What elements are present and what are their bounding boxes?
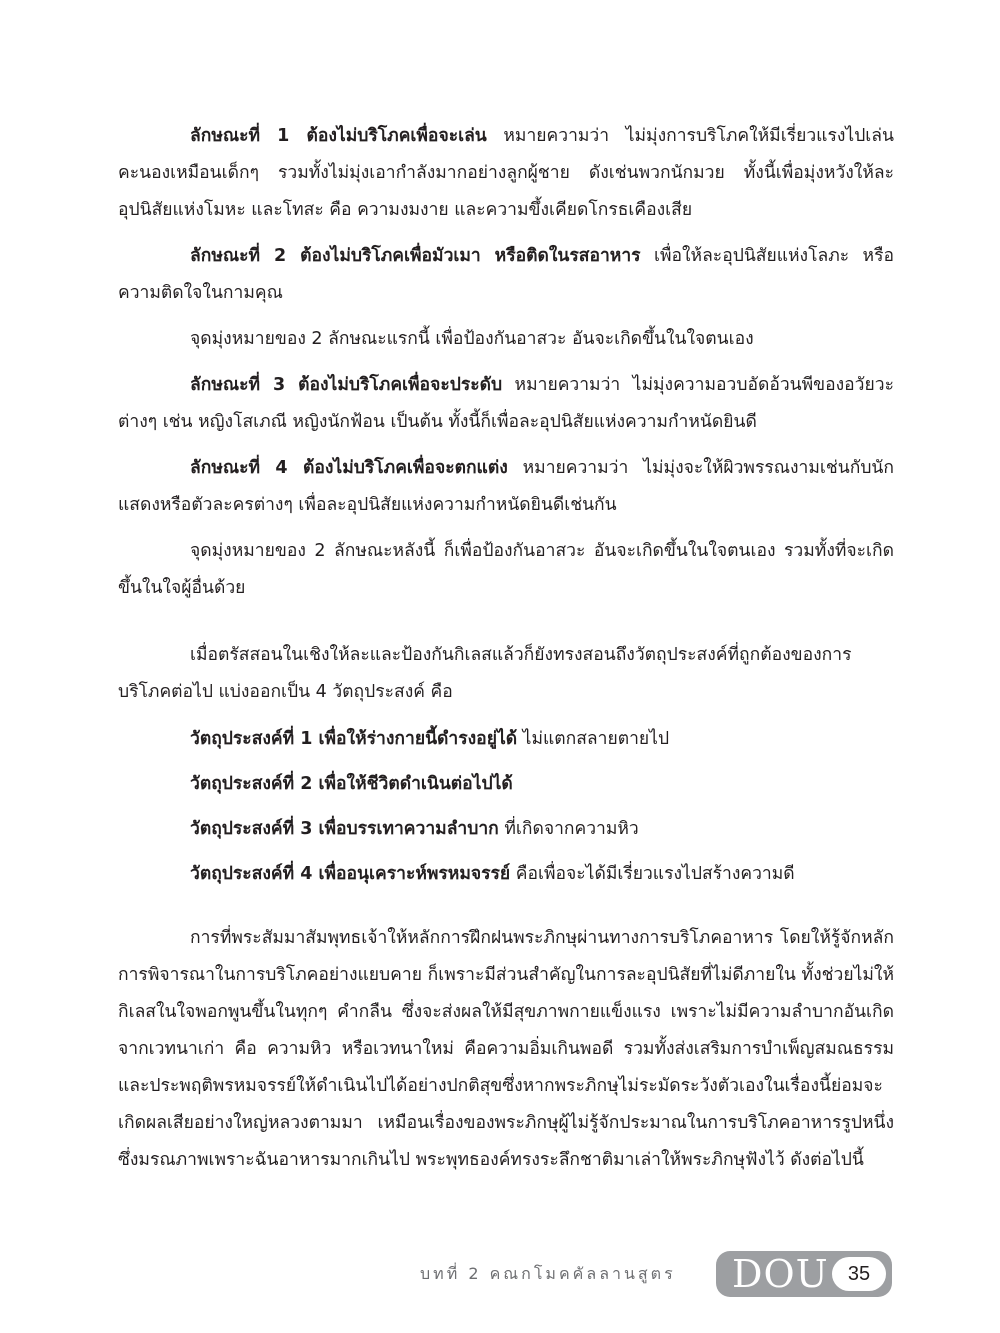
paragraph-trait-2 — [118, 238, 894, 312]
paragraph-conclusion: การที่พระสัมมาสัมพุทธเจ้าให้หลักการฝึกฝนพระภิกษุผ่านทางการบริโภคอาหาร โดยให้รู้จักหลักการพิจารณาในการบริโภคอย่างแยบคาย ก็เพราะมีส่วนสำคัญในการละอุปนิสัยที่ไม่ดีภายใน ทั้งช่วยไม่ให้กิเลสในใจพอกพูนขึ้นในทุกๆ คำกลืน ซึ่งจะส่งผลให้มีสุขภาพกายแข็งแรง เพราะไม่มีความลำบากอันเกิดจากเวทนาเก่า คือ ความหิว หรือเวทนาใหม่ คือความอิ่มเกินพอดี รวมทั้งส่งเสริมการบำเพ็ญสมณธรรมและประพฤติพรหมจรรย์ให้ดำเนินไปได้อย่างปกติสุขซึ่งหากพระภิกษุไม่ระมัดระวังตัวเองในเรื่องนี้ย่อมจะเกิดผลเสียอย่างใหญ่หลวงตามมา เหมือนเรื่องของพระภิกษุผู้ไม่รู้จักประมาณในการบริโภคอาหารรูปหนึ่ง ซึ่งมรณภาพเพราะฉันอาหารมากเกินไป พระพุทธองค์ทรงระลึกชาติมาเล่าให้พระภิกษุฟังไว้ ดังต่อไปนี้ — [118, 928, 894, 1170]
objective-item — [190, 856, 894, 893]
page-number: 35 — [832, 1257, 886, 1291]
paragraph-objectives-intro: เมื่อตรัสสอนในเชิงให้ละและป้องกันกิเลสแล้วก็ยังทรงสอนถึงวัตถุประสงค์ที่ถูกต้องของการบริโภคต่อไป แบ่งออกเป็น 4 วัตถุประสงค์ คือ — [118, 645, 852, 702]
paragraph-trait-1 — [118, 118, 894, 229]
trait-4-text: หมายความว่า ไม่มุ่งจะให้ผิวพรรณงามเช่นกับนักแสดงหรือตัวละครต่างๆ เพื่อละอุปนิสัยแห่งความกำหนัดยินดีเช่นกัน — [118, 458, 894, 515]
objective-item — [190, 811, 894, 848]
objective-2-heading: วัตถุประสงค์ที่ 2 เพื่อให้ชีวิตดำเนินต่อไปได้ — [190, 774, 513, 794]
objective-3-text: ที่เกิดจากความหิว — [498, 819, 639, 839]
footer-badge — [716, 1251, 892, 1297]
paragraph-trait-3 — [118, 367, 894, 441]
trait-4-heading: ลักษณะที่ 4 ต้องไม่บริโภคเพื่อจะตกแต่ง — [190, 458, 508, 478]
trait-1-heading: ลักษณะที่ 1 ต้องไม่บริโภคเพื่อจะเล่น — [190, 126, 487, 146]
objective-item — [190, 721, 894, 758]
dou-logo: DOU — [732, 1252, 829, 1296]
paragraph-trait-4 — [118, 450, 894, 524]
trait-2-text: เพื่อให้ละอุปนิสัยแห่งโลภะ หรือความติดใจในกามคุณ — [118, 246, 894, 303]
objective-item — [190, 766, 894, 803]
footer-chapter-title: บทที่ 2 คณกโมคคัลลานสูตร — [420, 1264, 676, 1283]
trait-3-text: หมายความว่า ไม่มุ่งความอวบอัดอ้วนพีของอวัยวะต่างๆ เช่น หญิงโสเภณี หญิงนักฟ้อน เป็นต้น ทั้งนี้ก็เพื่อละอุปนิสัยแห่งความกำหนัดยินดี — [118, 375, 894, 432]
paragraph-aim-first-two: จุดมุ่งหมายของ 2 ลักษณะแรกนี้ เพื่อป้องกันอาสวะ อันจะเกิดขึ้นในใจตนเอง — [190, 329, 754, 349]
objective-4-text: คือเพื่อจะได้มีเรี่ยวแรงไปสร้างความดี — [510, 864, 795, 884]
page-body — [118, 118, 894, 1179]
trait-2-heading: ลักษณะที่ 2 ต้องไม่บริโภคเพื่อมัวเมา หรือติดในรสอาหาร — [190, 246, 641, 266]
objective-3-heading: วัตถุประสงค์ที่ 3 เพื่อบรรเทาความลำบาก — [190, 819, 499, 839]
page-footer — [420, 1246, 900, 1302]
objective-4-heading: วัตถุประสงค์ที่ 4 เพื่ออนุเคราะห์พรหมจรรย์ — [190, 864, 511, 884]
trait-1-text: หมายความว่า ไม่มุ่งการบริโภคให้มีเรี่ยวแรงไปเล่นคะนองเหมือนเด็กๆ รวมทั้งไม่มุ่งเอากำลังมากอย่างลูกผู้ชาย ดังเช่นพวกนักมวย ทั้งนี้เพื่อมุ่งหวังให้ละอุปนิสัยแห่งโมหะ และโทสะ คือ ความงมงาย และความขึ้งเคียดโกรธเคืองเสีย — [118, 126, 894, 220]
objective-1-heading: วัตถุประสงค์ที่ 1 เพื่อให้ร่างกายนี้ดำรงอยู่ได้ — [190, 729, 518, 749]
objective-1-text: ไม่แตกสลายตายไป — [517, 729, 670, 749]
trait-3-heading: ลักษณะที่ 3 ต้องไม่บริโภคเพื่อจะประดับ — [190, 375, 503, 395]
paragraph-aim-last-two: จุดมุ่งหมายของ 2 ลักษณะหลังนี้ ก็เพื่อป้องกันอาสวะ อันจะเกิดขึ้นในใจตนเอง รวมทั้งที่จะเกิดขึ้นในใจผู้อื่นด้วย — [118, 541, 894, 598]
